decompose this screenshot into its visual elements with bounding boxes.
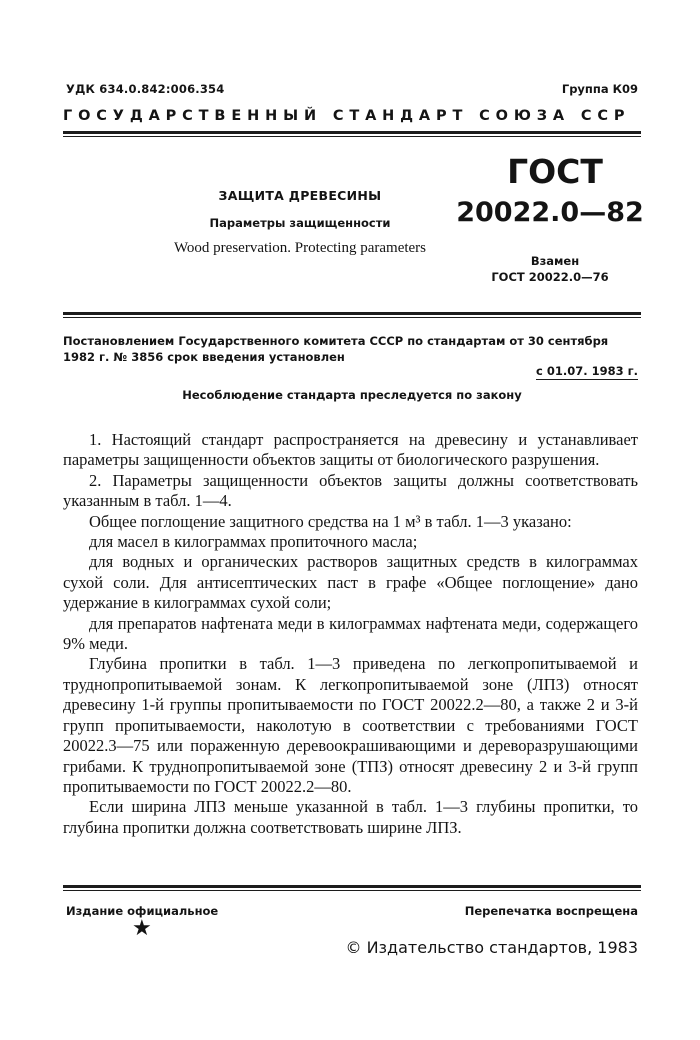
official-edition: Издание официальное	[66, 904, 219, 918]
paragraph: для препаратов нафтената меди в килограммах нафтената меди, содержащего 9% меди.	[63, 613, 638, 654]
star-icon: ★	[132, 916, 152, 941]
law-note: Несоблюдение стандарта преследуется по закону	[182, 388, 522, 402]
footer-rule-thick	[63, 885, 641, 888]
replaces-label: Взамен	[530, 254, 580, 268]
body-text	[63, 430, 638, 838]
header-rule-thick	[63, 131, 641, 134]
replaced-gost: ГОСТ 20022.0—76	[491, 270, 609, 284]
paragraph: Глубина пропитки в табл. 1—3 приведена по легкопропитываемой и труднопропитываемой зонам. К легкопропитываемой зоне (ЛПЗ) относят древесину 1-й группы пропитываемости по ГОСТ 20022.2—80, а также 2 и 3-й групп пропитываемости, наколотую в соответствии с требованиями ГОСТ 20022.3—75 или пораженную деревоокрашивающими и дереворазрушающими грибами. К труднопропитываемой зоне (ТПЗ) относят древесину 2 и 3-й групп пропитываемости по ГОСТ 20022.2—80.	[63, 654, 638, 796]
paragraph: для водных и органических растворов защитных средств в килограммах сухой соли. Для антисептических паст в графе «Общее поглощение» дано удержание в килограммах сухой соли;	[63, 552, 638, 613]
state-standard-heading	[63, 108, 641, 124]
paragraph: для масел в килограммах пропиточного масла;	[89, 532, 418, 552]
udk-code: УДК 634.0.842:006.354	[66, 82, 225, 96]
paragraph: 2. Параметры защищенности объектов защиты должны соответствовать указанным в табл. 1—4.	[63, 470, 638, 511]
document-subtitle: Параметры защищенности	[209, 216, 391, 230]
state-standard-text: ГОСУДАРСТВЕННЫЙ СТАНДАРТ СОЮЗА ССР	[63, 108, 631, 124]
header-rule-thin	[63, 136, 641, 137]
group-code: Группа К09	[561, 82, 638, 96]
title-rule-thick	[63, 312, 641, 315]
decree-text: Постановлением Государственного комитета СССР по стандартам от 30 сентября 1982 г. № 3856 срок введения установлен	[63, 334, 609, 364]
paragraph: 1. Настоящий стандарт распространяется на древесину и устанавливает параметры защищенности объектов защиты от биологического разрушения.	[63, 430, 638, 470]
document-title: ЗАЩИТА ДРЕВЕСИНЫ	[218, 188, 382, 203]
title-rule-thin	[63, 317, 641, 318]
paragraph: Общее поглощение защитного средства на 1 м³ в табл. 1—3 указано:	[89, 511, 572, 531]
effective-date: с 01.07. 1983 г.	[536, 364, 638, 378]
document-english-title: Wood preservation. Protecting parameters	[173, 240, 427, 256]
footer-rule-thin	[63, 890, 641, 891]
reprint-prohibited: Перепечатка воспрещена	[464, 904, 638, 918]
gost-label: ГОСТ	[507, 152, 603, 191]
copyright: © Издательство стандартов, 1983	[345, 938, 638, 957]
gost-number: 20022.0—82	[456, 197, 644, 228]
paragraph: Если ширина ЛПЗ меньше указанной в табл. 1—3 глубины пропитки, то глубина пропитки должна соответствовать ширине ЛПЗ.	[63, 797, 638, 837]
